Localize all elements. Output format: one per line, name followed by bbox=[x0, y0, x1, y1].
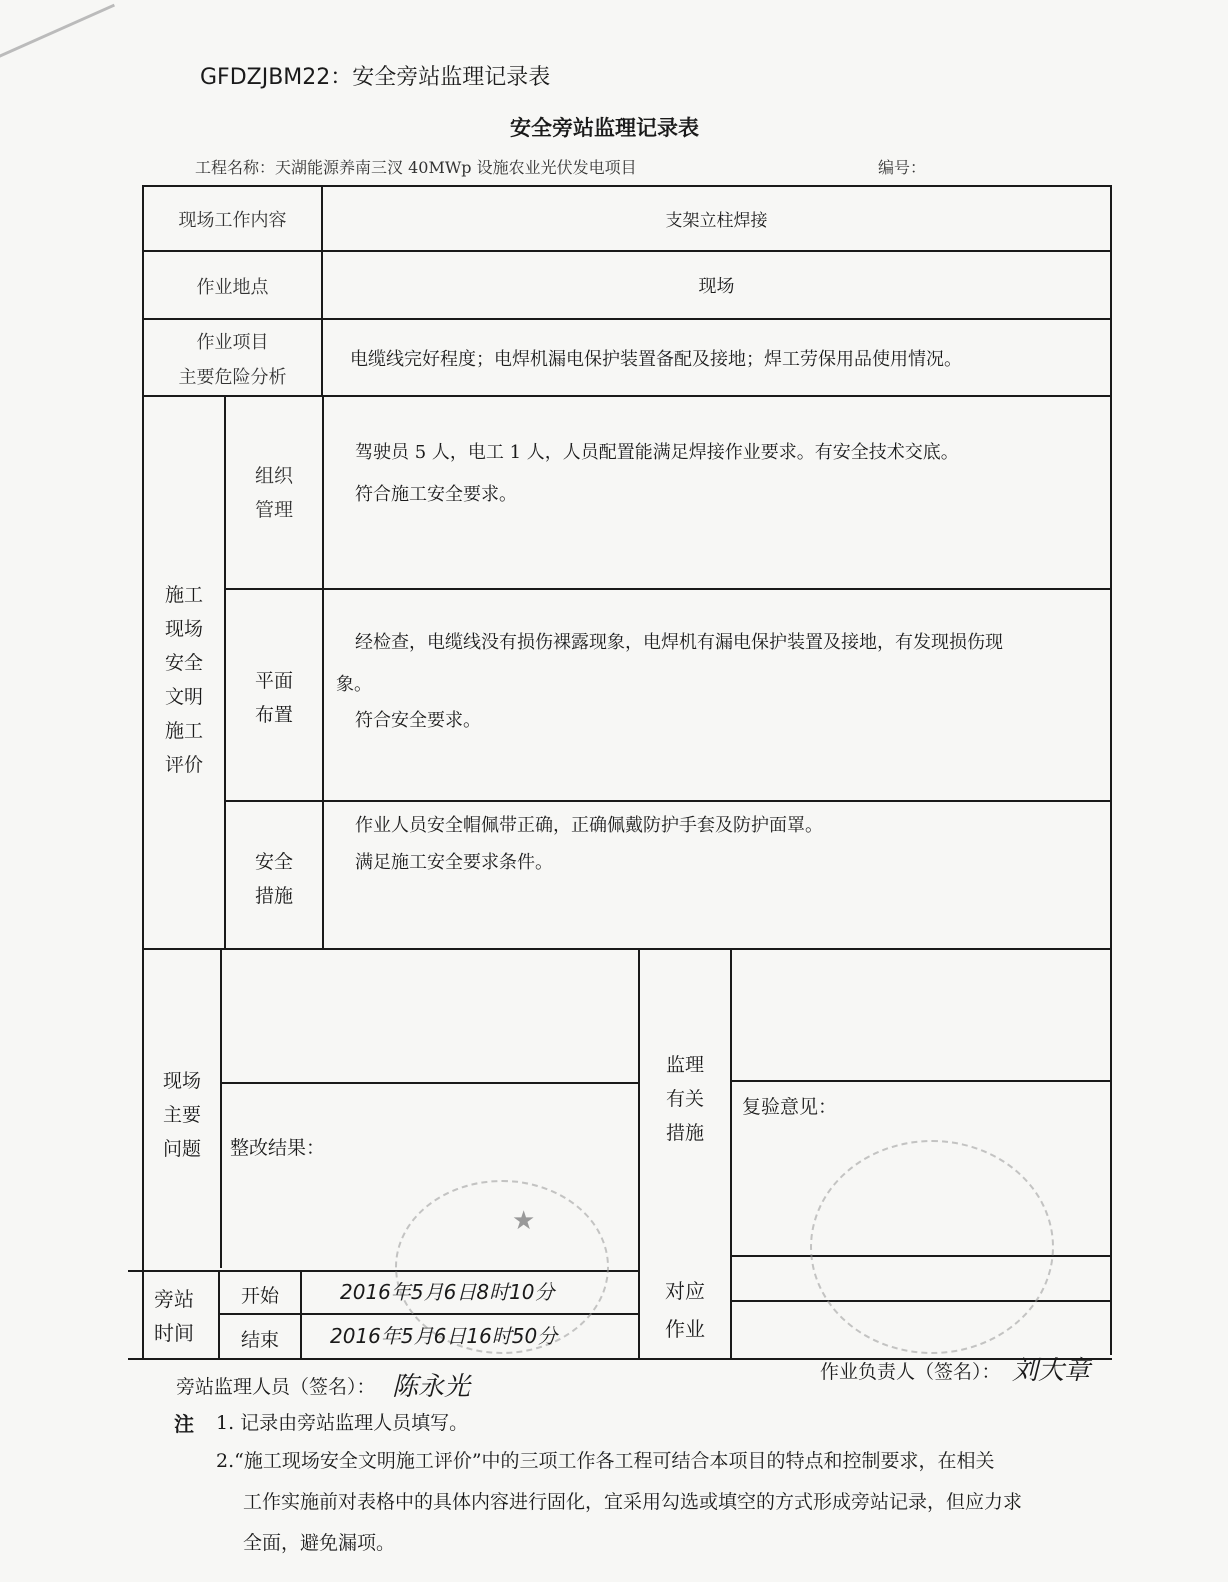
location-label: 作业地点 bbox=[196, 277, 269, 298]
project-name: 工程名称：天湖能源养南三汊 40MWp 设施农业光伏发电项目 bbox=[195, 158, 637, 177]
layout-label: 平面 布置 bbox=[254, 670, 293, 726]
responsible-signature-label: 作业负责人（签名）： bbox=[820, 1361, 1001, 1383]
safety-measures-label: 安全 措施 bbox=[254, 851, 293, 907]
rectification-result-label: 整改结果： bbox=[230, 1137, 326, 1159]
note-2-line1: 2.“施工现场安全文明施工评价”中的三项工作各工程可结合本项目的特点和控制要求，在相关 bbox=[216, 1450, 995, 1472]
notes-heading: 注 bbox=[174, 1412, 194, 1436]
layout-line1: 经检查，电缆线没有损伤裸露现象，电焊机有漏电保护装置及接地，有发现损伤现 bbox=[355, 632, 1003, 653]
seal-star-left: ★ bbox=[512, 1206, 536, 1236]
layout-line3: 符合安全要求。 bbox=[355, 710, 481, 731]
supervisor-signature-label: 旁站监理人员（签名）： bbox=[176, 1376, 376, 1398]
hazard-label-line2: 主要危险分析 bbox=[178, 367, 287, 388]
record-number-label: 编号： bbox=[878, 158, 927, 177]
start-label: 开始 bbox=[240, 1285, 279, 1307]
layout-line2: 象。 bbox=[336, 674, 372, 695]
page-title: 安全旁站监理记录表 bbox=[510, 115, 699, 140]
main-issues-label: 现场 主要 问题 bbox=[162, 1070, 201, 1160]
safety-line2: 满足施工安全要求条件。 bbox=[355, 852, 553, 873]
corresponding-work-label: 对应 作业 bbox=[665, 1279, 705, 1341]
scan-corner-mark bbox=[0, 4, 115, 60]
hazard-label-line1: 作业项目 bbox=[196, 332, 269, 353]
evaluation-label: 施工 现场 安全 文明 施工 评价 bbox=[164, 584, 203, 776]
org-management-line2: 符合施工安全要求。 bbox=[355, 484, 517, 505]
review-opinion-label: 复验意见： bbox=[742, 1096, 838, 1118]
supervisor-signature: 陈永光 bbox=[392, 1372, 471, 1402]
responsible-signature: 刘大章 bbox=[1012, 1356, 1091, 1386]
org-management-label: 组织 管理 bbox=[254, 465, 293, 521]
location-value: 现场 bbox=[698, 276, 735, 297]
start-time-value: 2016年5月6日8时10分 bbox=[340, 1280, 555, 1304]
work-content-label: 现场工作内容 bbox=[178, 210, 287, 231]
note-2-line2: 工作实施前对表格中的具体内容进行固化，宜采用勾选或填空的方式形成旁站记录，但应力求 bbox=[243, 1491, 1023, 1513]
supervision-measures-label: 监理 有关 措施 bbox=[665, 1054, 704, 1144]
org-management-line1: 驾驶员 5 人，电工 1 人，人员配置能满足焊接作业要求。有安全技术交底。 bbox=[355, 442, 959, 463]
form-code: GFDZJBM22：安全旁站监理记录表 bbox=[200, 65, 551, 90]
end-label: 结束 bbox=[240, 1329, 279, 1351]
note-1: 1. 记录由旁站监理人员填写。 bbox=[216, 1412, 469, 1434]
note-2-line3: 全面，避免漏项。 bbox=[243, 1532, 396, 1554]
safety-line1: 作业人员安全帽佩带正确，正确佩戴防护手套及防护面罩。 bbox=[355, 815, 823, 836]
official-seal-right bbox=[810, 1140, 1054, 1354]
work-content-value: 支架立柱焊接 bbox=[665, 211, 768, 231]
end-time-value: 2016年5月6日16时50分 bbox=[330, 1324, 558, 1348]
standby-time-label: 旁站 时间 bbox=[154, 1287, 194, 1345]
hazard-value: 电缆线完好程度；电焊机漏电保护装置备配及接地；焊工劳保用品使用情况。 bbox=[350, 349, 962, 370]
